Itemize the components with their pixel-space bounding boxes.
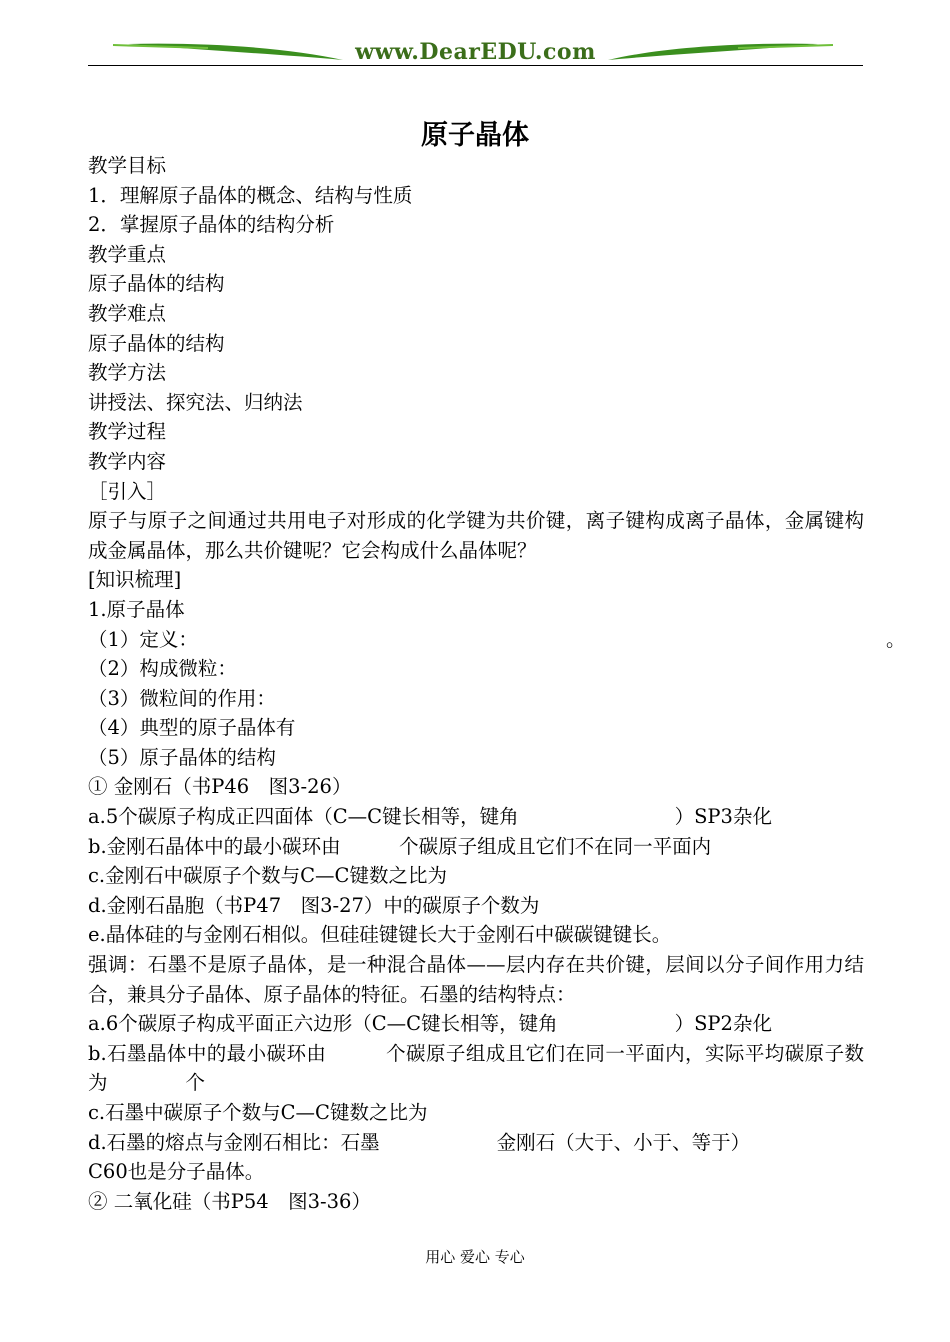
section-heading-difficulties: 教学难点 (88, 301, 167, 325)
list-item-text: （1）定义： (88, 627, 198, 651)
header-logo-text: www.DearEDU.com (355, 39, 596, 65)
document-body (88, 151, 906, 1216)
subsection-heading: 1.原子晶体 (88, 597, 185, 621)
section-heading-process: 教学过程 (88, 420, 167, 444)
emphasis-paragraph: 强调：石墨不是原子晶体，是一种混合晶体——层内存在共价键，层间以分子间作用力结合，兼具分子晶体、原子晶体的特征。石墨的结构特点： (88, 953, 864, 1006)
body-text: 原子晶体的结构 (88, 272, 225, 296)
list-item: （5）原子晶体的结构 (88, 745, 276, 769)
list-item: （3）微粒间的作用： (88, 686, 276, 710)
sub-heading-diamond: ① 金刚石（书P46 图3-26） (88, 775, 352, 799)
intro-paragraph: 原子与原子之间通过共用电子对形成的化学键为共价键，离子键构成离子晶体，金属键构成金属晶体，那么共价键呢？它会构成什么晶体呢？ (88, 509, 864, 562)
list-item: d.石墨的熔点与金刚石相比：石墨 金刚石（大于、小于、等于） (88, 1130, 751, 1154)
list-item: c.金刚石中碳原子个数与C—C键数之比为 (88, 864, 447, 888)
list-item: e.晶体硅的与金刚石相似。但硅硅键键长大于金刚石中碳碳键键长。 (88, 923, 672, 947)
body-text: 讲授法、探究法、归纳法 (88, 390, 303, 414)
objective-item: 2．掌握原子晶体的结构分析 (88, 213, 335, 237)
list-item: a.6个碳原子构成平面正六边形（C—C键长相等，键角 ）SP2杂化 (88, 1012, 772, 1036)
list-item (88, 625, 906, 655)
list-item: a.5个碳原子构成正四面体（C—C键长相等，键角 ）SP3杂化 (88, 805, 772, 829)
header-rule (88, 65, 863, 66)
page-title: 原子晶体 (421, 120, 529, 151)
page-footer: 用心 爱心 专心 (425, 1248, 525, 1266)
fill-blank-period: 。 (886, 627, 906, 651)
section-heading-methods: 教学方法 (88, 361, 167, 385)
list-item: b.金刚石晶体中的最小碳环由 个碳原子组成且它们不在同一平面内 (88, 834, 712, 858)
list-item: （2）构成微粒： (88, 657, 237, 681)
page-header (88, 36, 863, 68)
body-text: C60也是分子晶体。 (88, 1160, 265, 1184)
section-heading-key-points: 教学重点 (88, 242, 167, 266)
knowledge-label: [知识梳理] (88, 568, 182, 592)
body-text: 原子晶体的结构 (88, 331, 225, 355)
intro-label: ［引入］ (88, 479, 167, 503)
list-item: b.石墨晶体中的最小碳环由 个碳原子组成且它们在同一平面内，实际平均碳原子数为 个 (88, 1041, 864, 1095)
sub-heading-silica: ② 二氧化硅（书P54 图3-36） (88, 1189, 371, 1213)
section-heading-objectives: 教学目标 (88, 154, 167, 177)
objective-item: 1．理解原子晶体的概念、结构与性质 (88, 183, 413, 207)
list-item: d.金刚石晶胞（书P47 图3-27）中的碳原子个数为 (88, 893, 540, 917)
section-heading-content: 教学内容 (88, 449, 167, 473)
list-item: c.石墨中碳原子个数与C—C键数之比为 (88, 1101, 428, 1124)
list-item: （4）典型的原子晶体有 (88, 716, 296, 740)
